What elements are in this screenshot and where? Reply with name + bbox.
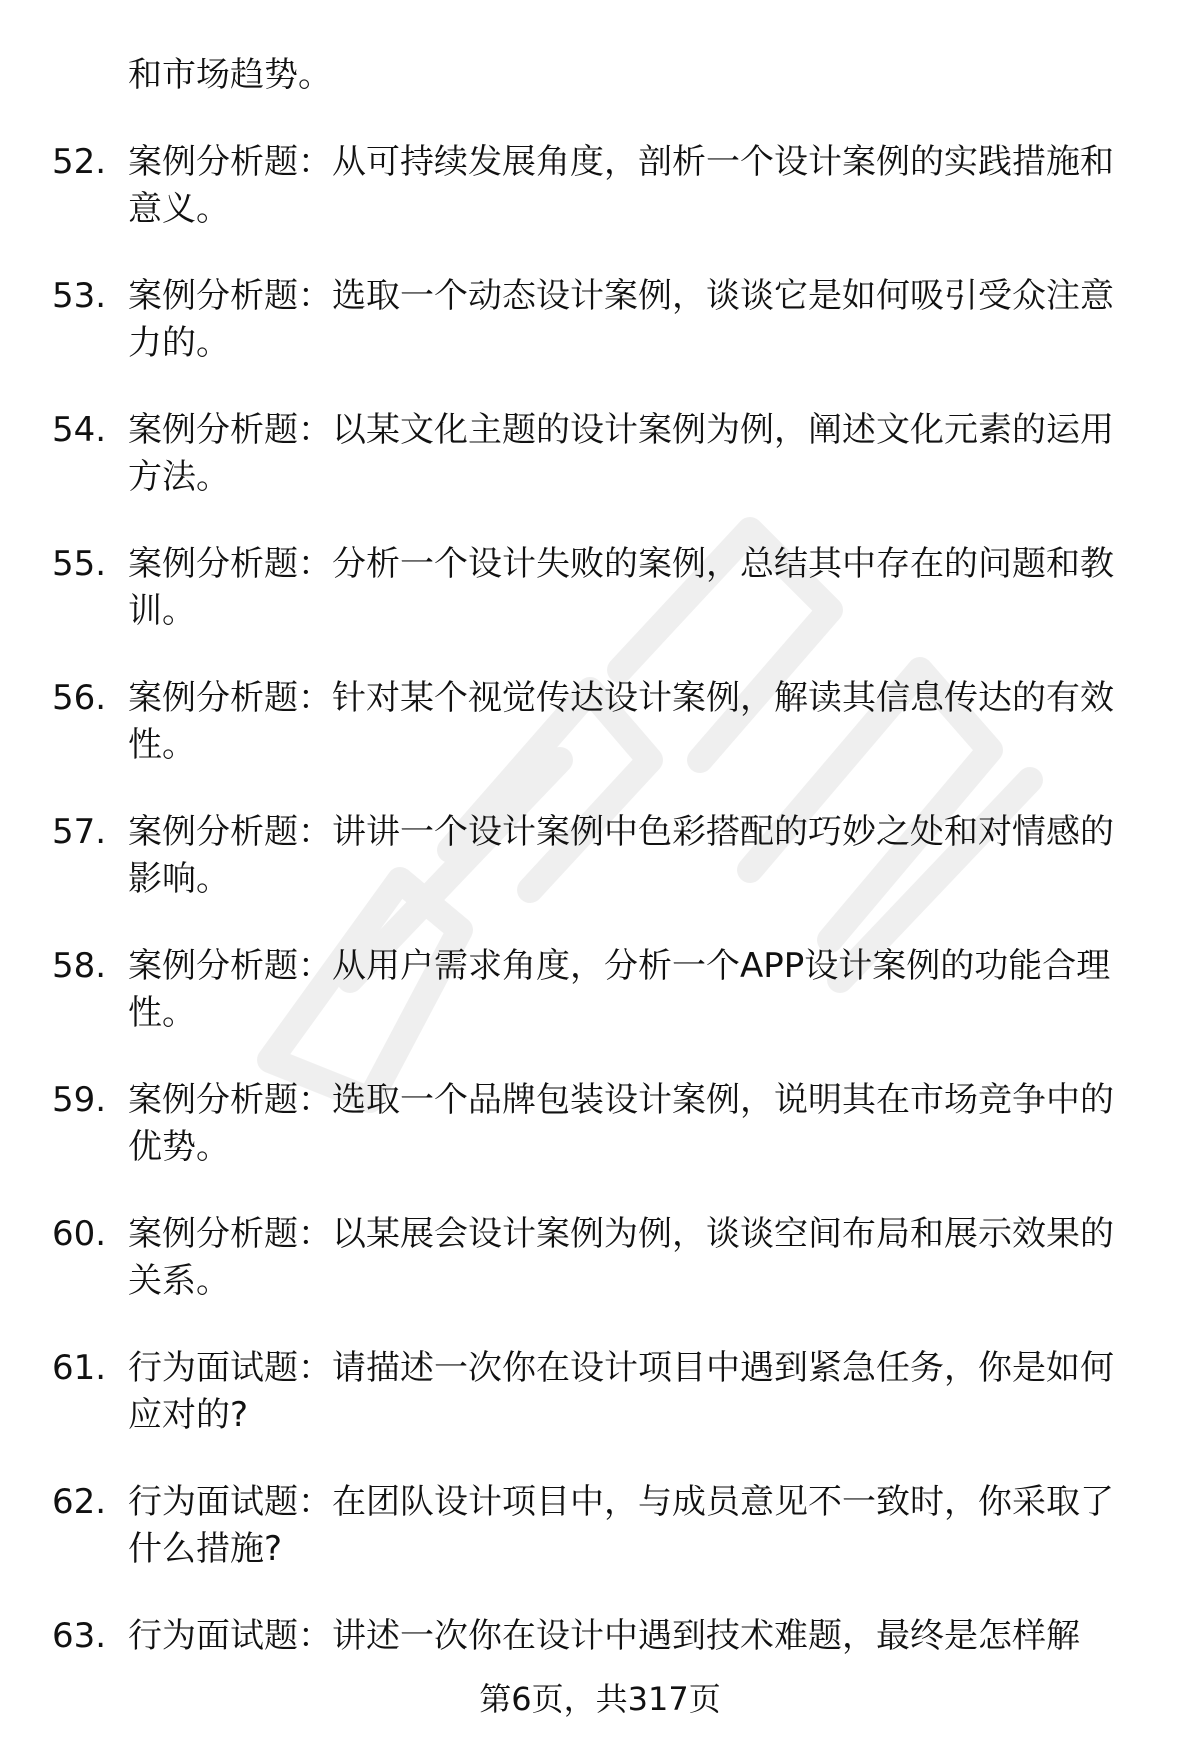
- item-number: 52.: [52, 142, 107, 182]
- list-item: [52, 407, 1142, 501]
- item-text: 案例分析题：从用户需求角度，分析一个APP设计案例的功能合理性。: [128, 946, 1111, 1033]
- item-number: 63.: [52, 1616, 107, 1656]
- list-item: [52, 1479, 1142, 1573]
- item-number: 59.: [52, 1080, 107, 1120]
- item-number: 53.: [52, 276, 107, 316]
- question-list: [52, 52, 1142, 1700]
- item-number: 61.: [52, 1348, 107, 1388]
- list-item: [52, 1077, 1142, 1171]
- item-text: 案例分析题：针对某个视觉传达设计案例，解读其信息传达的有效性。: [128, 678, 1114, 765]
- item-text: 案例分析题：分析一个设计失败的案例，总结其中存在的问题和教训。: [128, 544, 1114, 631]
- list-item: [52, 139, 1142, 233]
- item-text: 案例分析题：从可持续发展角度，剖析一个设计案例的实践措施和意义。: [128, 142, 1114, 229]
- list-item: [52, 809, 1142, 903]
- page-footer: 第6页，共317页: [479, 1680, 721, 1718]
- list-item: [52, 1211, 1142, 1305]
- item-text: 案例分析题：选取一个动态设计案例，谈谈它是如何吸引受众注意力的。: [128, 276, 1114, 363]
- item-number: 54.: [52, 410, 107, 450]
- item-number: 62.: [52, 1482, 107, 1522]
- list-item: [52, 1613, 1142, 1660]
- item-text: 案例分析题：选取一个品牌包装设计案例，说明其在市场竞争中的优势。: [128, 1080, 1114, 1167]
- list-item: [52, 541, 1142, 635]
- continued-text: 和市场趋势。: [128, 55, 332, 95]
- list-item: [52, 943, 1142, 1037]
- item-text: 行为面试题：在团队设计项目中，与成员意见不一致时，你采取了什么措施?: [128, 1482, 1114, 1569]
- item-number: 57.: [52, 812, 107, 852]
- list-item: [52, 273, 1142, 367]
- item-number: 55.: [52, 544, 107, 584]
- list-item: [52, 1345, 1142, 1439]
- list-item: [52, 675, 1142, 769]
- item-number: 60.: [52, 1214, 107, 1254]
- item-text: 案例分析题：讲讲一个设计案例中色彩搭配的巧妙之处和对情感的影响。: [128, 812, 1114, 899]
- item-text: 案例分析题：以某文化主题的设计案例为例，阐述文化元素的运用方法。: [128, 410, 1114, 497]
- item-number: 56.: [52, 678, 107, 718]
- item-text: 行为面试题：请描述一次你在设计项目中遇到紧急任务，你是如何应对的?: [128, 1348, 1114, 1435]
- item-text: 行为面试题：讲述一次你在设计中遇到技术难题，最终是怎样解: [128, 1616, 1080, 1656]
- item-number: 58.: [52, 946, 107, 986]
- item-text: 案例分析题：以某展会设计案例为例，谈谈空间布局和展示效果的关系。: [128, 1214, 1114, 1301]
